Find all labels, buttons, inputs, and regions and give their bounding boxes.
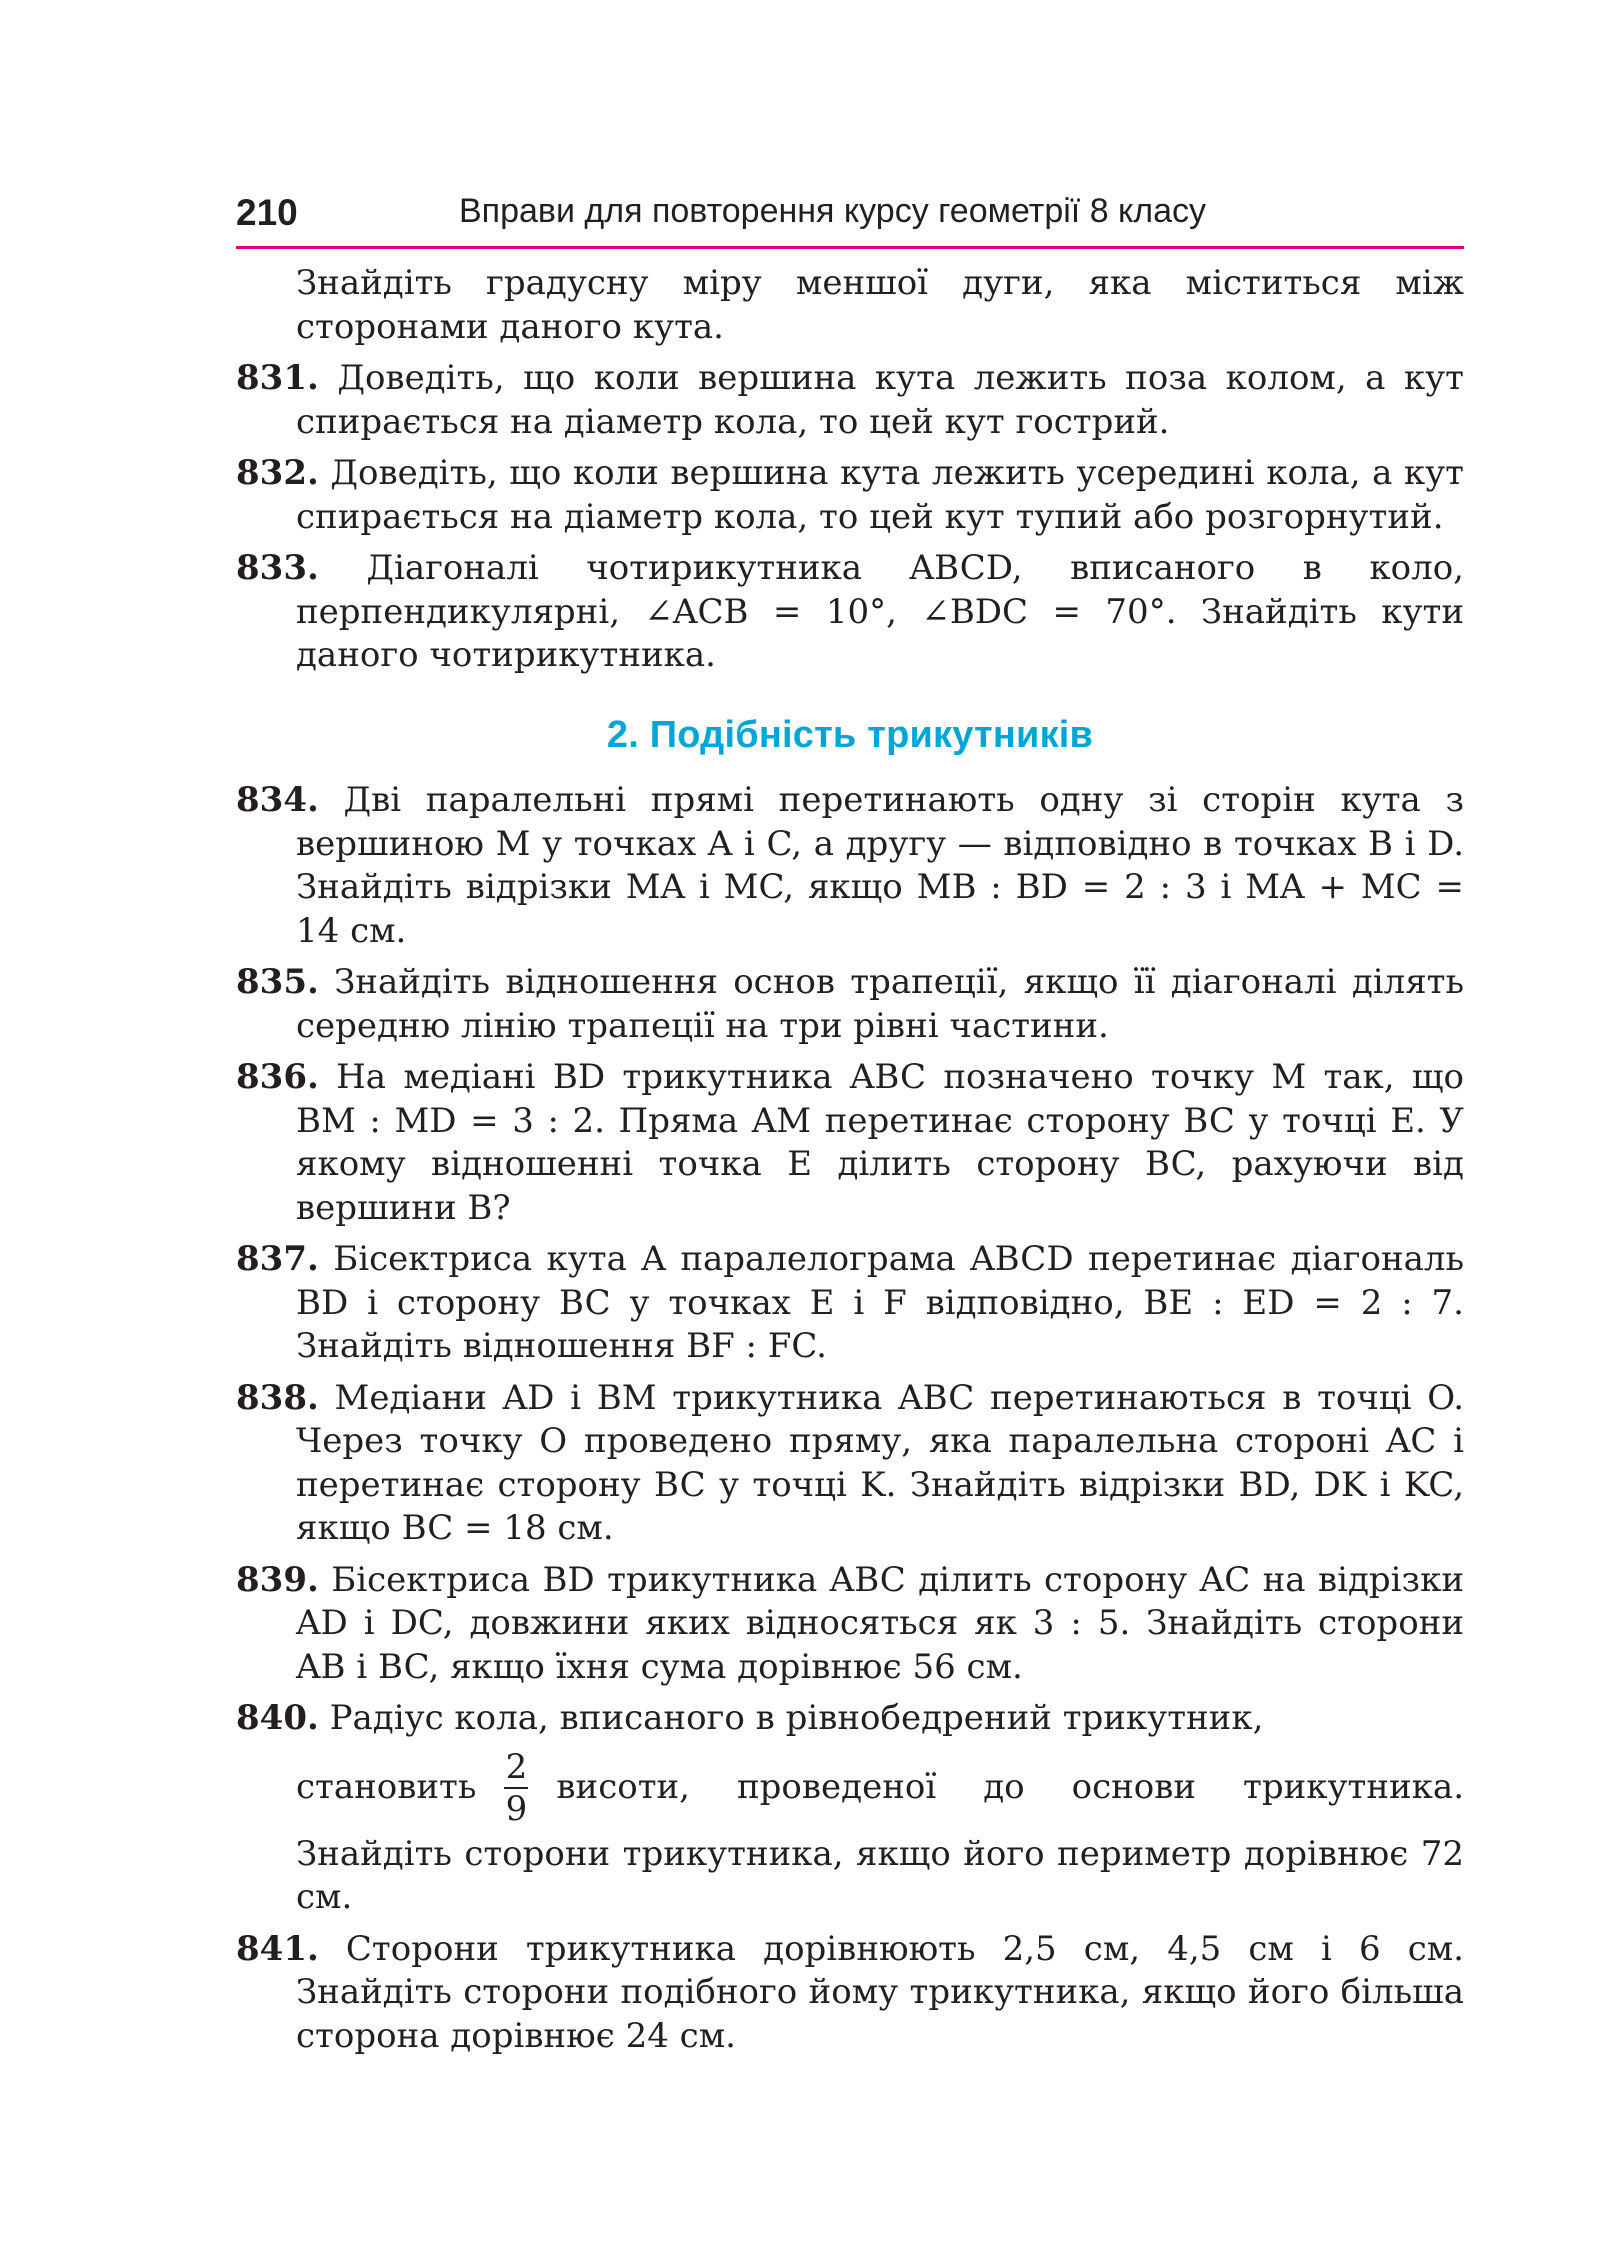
exercise-text: Доведіть, що коли вершина кута лежить поза колом, а кут спирається на діаметр кола, то цей кут гострий. <box>296 358 1464 442</box>
exercise-number: 841. <box>236 1928 319 1969</box>
exercise-number: 831. <box>236 358 319 398</box>
exercise-text: Сторони трикутника дорівнюють 2,5 см, 4,5 см і 6 см. Знайдіть сторони подібного йому трикутника, якщо його більша сторона дорівнює 24 см. <box>296 1928 1464 2056</box>
fraction-denominator: 9 <box>505 1788 528 1829</box>
exercise-number: 840. <box>236 1698 319 1738</box>
page-content <box>236 262 1464 2066</box>
page-header <box>236 186 1464 249</box>
fraction <box>504 1747 528 1829</box>
exercise-item <box>236 452 1464 539</box>
section-title: 2. Подібність трикутників <box>606 713 1094 756</box>
exercise-item <box>236 357 1464 444</box>
exercise-list-b <box>236 779 1464 1689</box>
exercise-number: 837. <box>236 1239 319 1279</box>
exercise-841 <box>236 1928 1464 2059</box>
exercise-840-fraction-line <box>296 1747 1464 1829</box>
exercise-item <box>236 1238 1464 1369</box>
exercise-list-a <box>236 357 1464 678</box>
exercise-number: 838. <box>236 1377 319 1418</box>
exercise-text: Знайдіть відношення основ трапеції, якщо її діагоналі ділять середню лінію трапеції на три рівні частини. <box>296 962 1464 1046</box>
exercise-830-continuation: Знайдіть градусну міру меншої дуги, яка міститься між сторонами даного кута. <box>296 263 1464 347</box>
page-number: 210 <box>236 192 298 233</box>
exercise-item <box>236 779 1464 953</box>
exercise-number: 836. <box>236 1057 319 1097</box>
text-after-fraction: висоти, проведеної до основи трикутника. <box>556 1766 1464 1807</box>
exercise-item <box>236 1056 1464 1230</box>
exercise-item <box>236 961 1464 1048</box>
fraction-numerator: 2 <box>505 1746 528 1787</box>
exercise-840 <box>236 1697 1464 1920</box>
exercise-text: На медіані BD трикутника ABC позначено точку M так, що BM : MD = 3 : 2. Пряма AM перетинає сторону BC у точці E. У якому відношенні точка E ділить сторону BC, рахуючи від вершини B? <box>296 1057 1464 1228</box>
exercise-text: Медіани AD і BM трикутника ABC перетинаються в точці O. Через точку O проведено пряму, яка паралельна стороні AC і перетинає сторону BC у точці K. Знайдіть відрізки BD, DK і KC, якщо BC = 18 см. <box>296 1377 1465 1548</box>
exercise-840-rest: Знайдіть сторони трикутника, якщо його периметр дорівнює 72 см. <box>296 1833 1464 1917</box>
exercise-item <box>236 1559 1464 1690</box>
exercise-840-line1 <box>236 1697 1464 1741</box>
exercise-text: Бісектриса BD трикутника ABC ділить сторону AC на відрізки AD і DC, довжини яких відносяться як 3 : 5. Знайдіть сторони AB і BC, якщо їхня сума дорівнює 56 см. <box>296 1559 1464 1687</box>
exercise-text: Діагоналі чотирикутника ABCD, вписаного в коло, перпендикулярні, ∠ACB = 10°, ∠BDC = 70°. Знайдіть кути даного чотирикутника. <box>296 548 1464 675</box>
exercise-number: 833. <box>236 548 319 588</box>
exercise-number: 832. <box>236 453 319 493</box>
exercise-number: 835. <box>236 962 319 1002</box>
exercise-number: 834. <box>236 780 319 820</box>
exercise-text: Бісектриса кута A паралелограма ABCD перетинає діагональ BD і сторону BC у точках E і F відповідно, BE : ED = 2 : 7. Знайдіть відношення BF : FC. <box>296 1239 1465 1366</box>
text-before-fraction: становить <box>296 1766 477 1807</box>
exercise-item <box>236 547 1464 678</box>
exercise-text: Радіус кола, вписаного в рівнобедрений трикутник, <box>329 1698 1264 1738</box>
exercise-item <box>236 1377 1464 1551</box>
exercise-text: Дві паралельні прямі перетинають одну зі сторін кута з вершиною M у точках A і C, а другу — відповідно в точках B і D. Знайдіть відрізки MA і MC, якщо MB : BD = 2 : 3 і MA + MC = 14 см. <box>296 780 1464 951</box>
running-title: Вправи для повторення курсу геометрії 8 класу <box>459 192 1207 230</box>
exercise-number: 839. <box>236 1559 319 1600</box>
exercise-text: Доведіть, що коли вершина кута лежить усередині кола, а кут спирається на діаметр кола, то цей кут тупий або розгорнутий. <box>296 453 1464 537</box>
